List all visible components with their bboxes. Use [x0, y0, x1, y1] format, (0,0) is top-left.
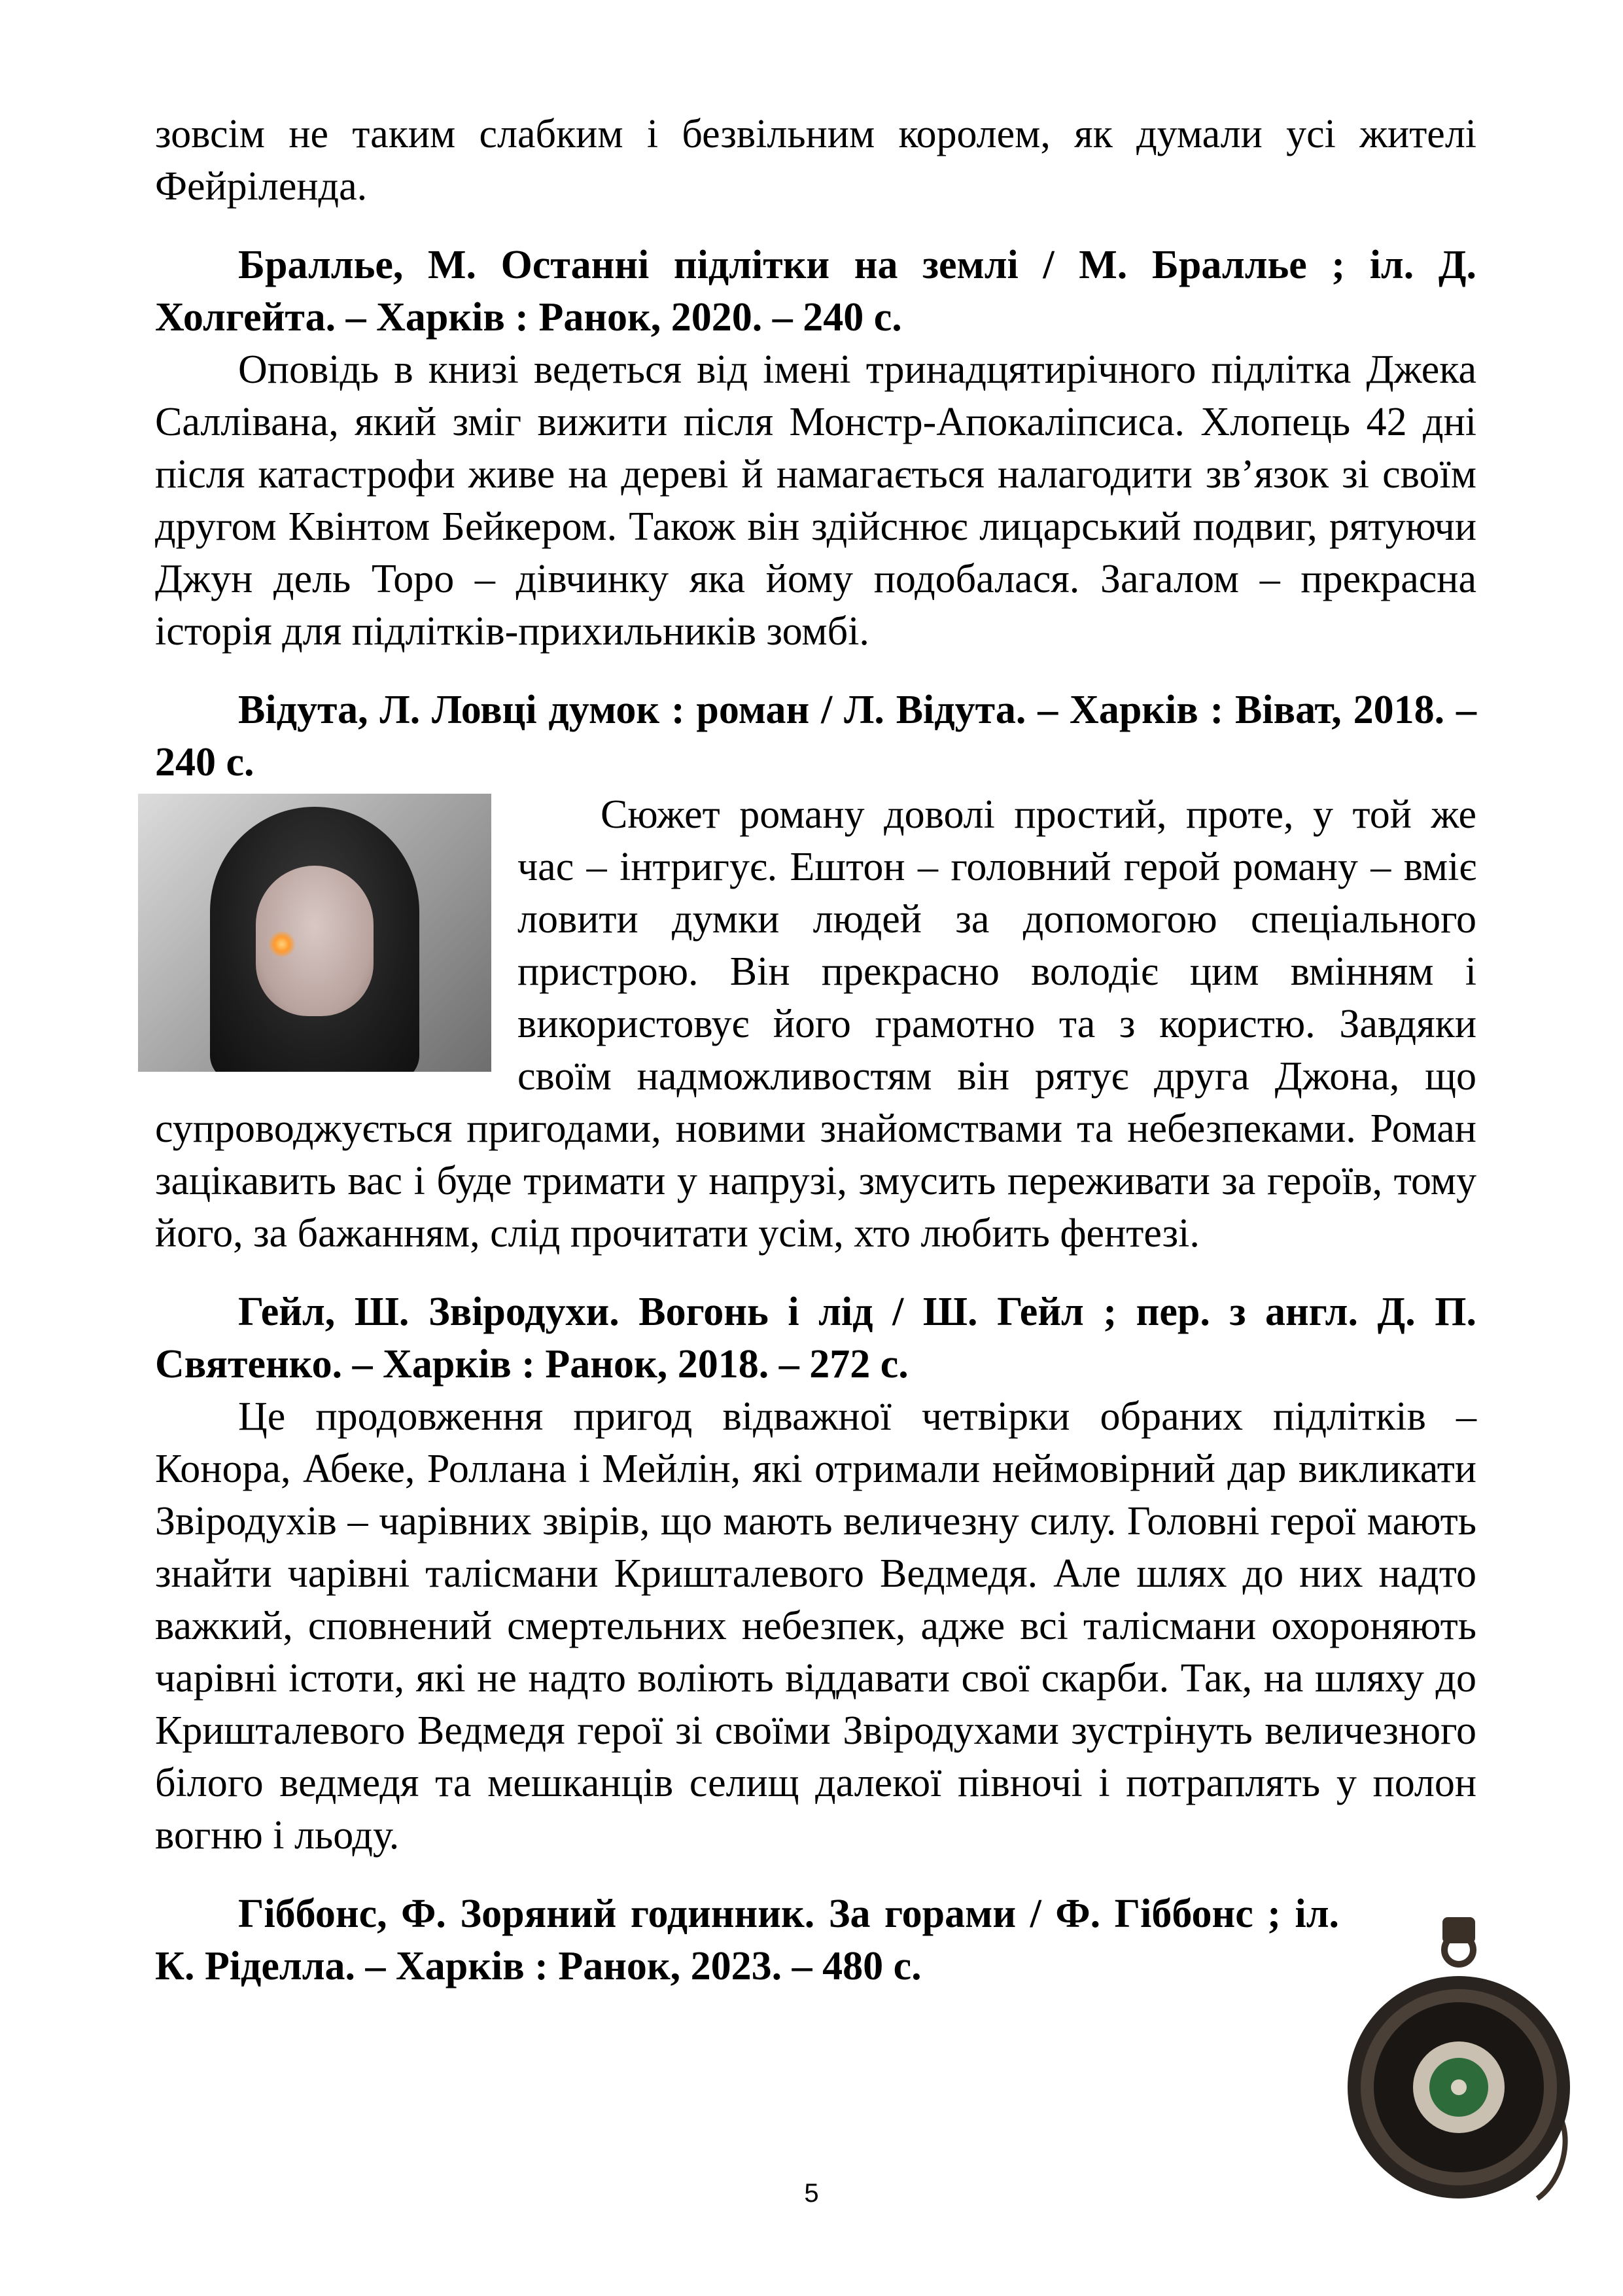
page-content	[155, 108, 1476, 1992]
book-entry-text-1: Оповідь в книзі ведеться від імені тринадцятирічного підлітка Джека Саллівана, який зміг вижити після Монстр-Апокаліпсиса. Хлопець 42 дні після катастрофи живе на дереві й намагається налагодити зв’язок зі своїм другом Квінтом Бейкером. Також він здійснює лицарський подвиг, рятуючи Джун дель Торо – дівчинку яка йому подобалася. Загалом – прекрасна історія для підлітків-прихильників зомбі.	[155, 347, 1476, 654]
intro-paragraph: зовсім не таким слабким і безвільним королем, як думали усі жителі Фейріленда.	[155, 112, 1476, 209]
book-entry-heading-2: Відута, Л. Ловці думок : роман / Л. Відута. – Харків : Віват, 2018. – 240 с.	[155, 688, 1476, 785]
page-number: 5	[804, 2179, 819, 2208]
book-entry-heading-1: Браллье, М. Останні підлітки на землі / М. Браллье ; іл. Д. Холгейта. – Харків : Ранок, 2020. – 240 с.	[155, 243, 1476, 340]
book-entry-heading-4: Гіббонс, Ф. Зоряний годинник. За горами / Ф. Гіббонс ; іл. К. Ріделла. – Харків : Ранок, 2023. – 480 с.	[155, 1892, 1339, 1988]
book-entry-text-3: Це продовження пригод відважної четвірки обраних підлітків – Конора, Абеке, Роллана і Мейлін, які отримали неймовірний дар викликати Звіродухів – чарівних звірів, що мають величезну силу. Головні герої мають знайти чарівні талісмани Кришталевого Ведмедя. Але шлях до них надто важкий, сповнений смертельних небезпек, адже всі талісмани охороняють чарівні істоти, які не надто воліють віддавати свої скарби. Так, на шляху до Кришталевого Ведмедя герої зі своїми Звіродухами зустрінуть величезного білого ведмедя та мешканців селищ далекої півночі і потраплять у полон вогню і льоду.	[155, 1394, 1476, 1858]
book-entry-heading-3: Гейл, Ш. Звіродухи. Вогонь і лід / Ш. Гейл ; пер. з англ. Д. П. Святенко. – Харків : Ранок, 2018. – 272 с.	[155, 1290, 1476, 1386]
book-entry-text-2: Сюжет роману доволі простий, проте, у той же час – інтригує. Ештон – головний герой роману – вміє ловити думки людей за допомогою спеціального пристрою. Він прекрасно володіє цим вмінням і використовує його грамотно та з користю. Завдяки своїм надможливостям він рятує друга Джона, що супроводжується пригодами, новими знайомствами та небезпеками. Роман зацікавить вас і буде тримати у напрузі, змусить переживати за героїв, тому його, за бажанням, слід прочитати усім, хто любить фентезі.	[155, 792, 1476, 1256]
hooded-girl-illustration	[138, 794, 491, 1072]
